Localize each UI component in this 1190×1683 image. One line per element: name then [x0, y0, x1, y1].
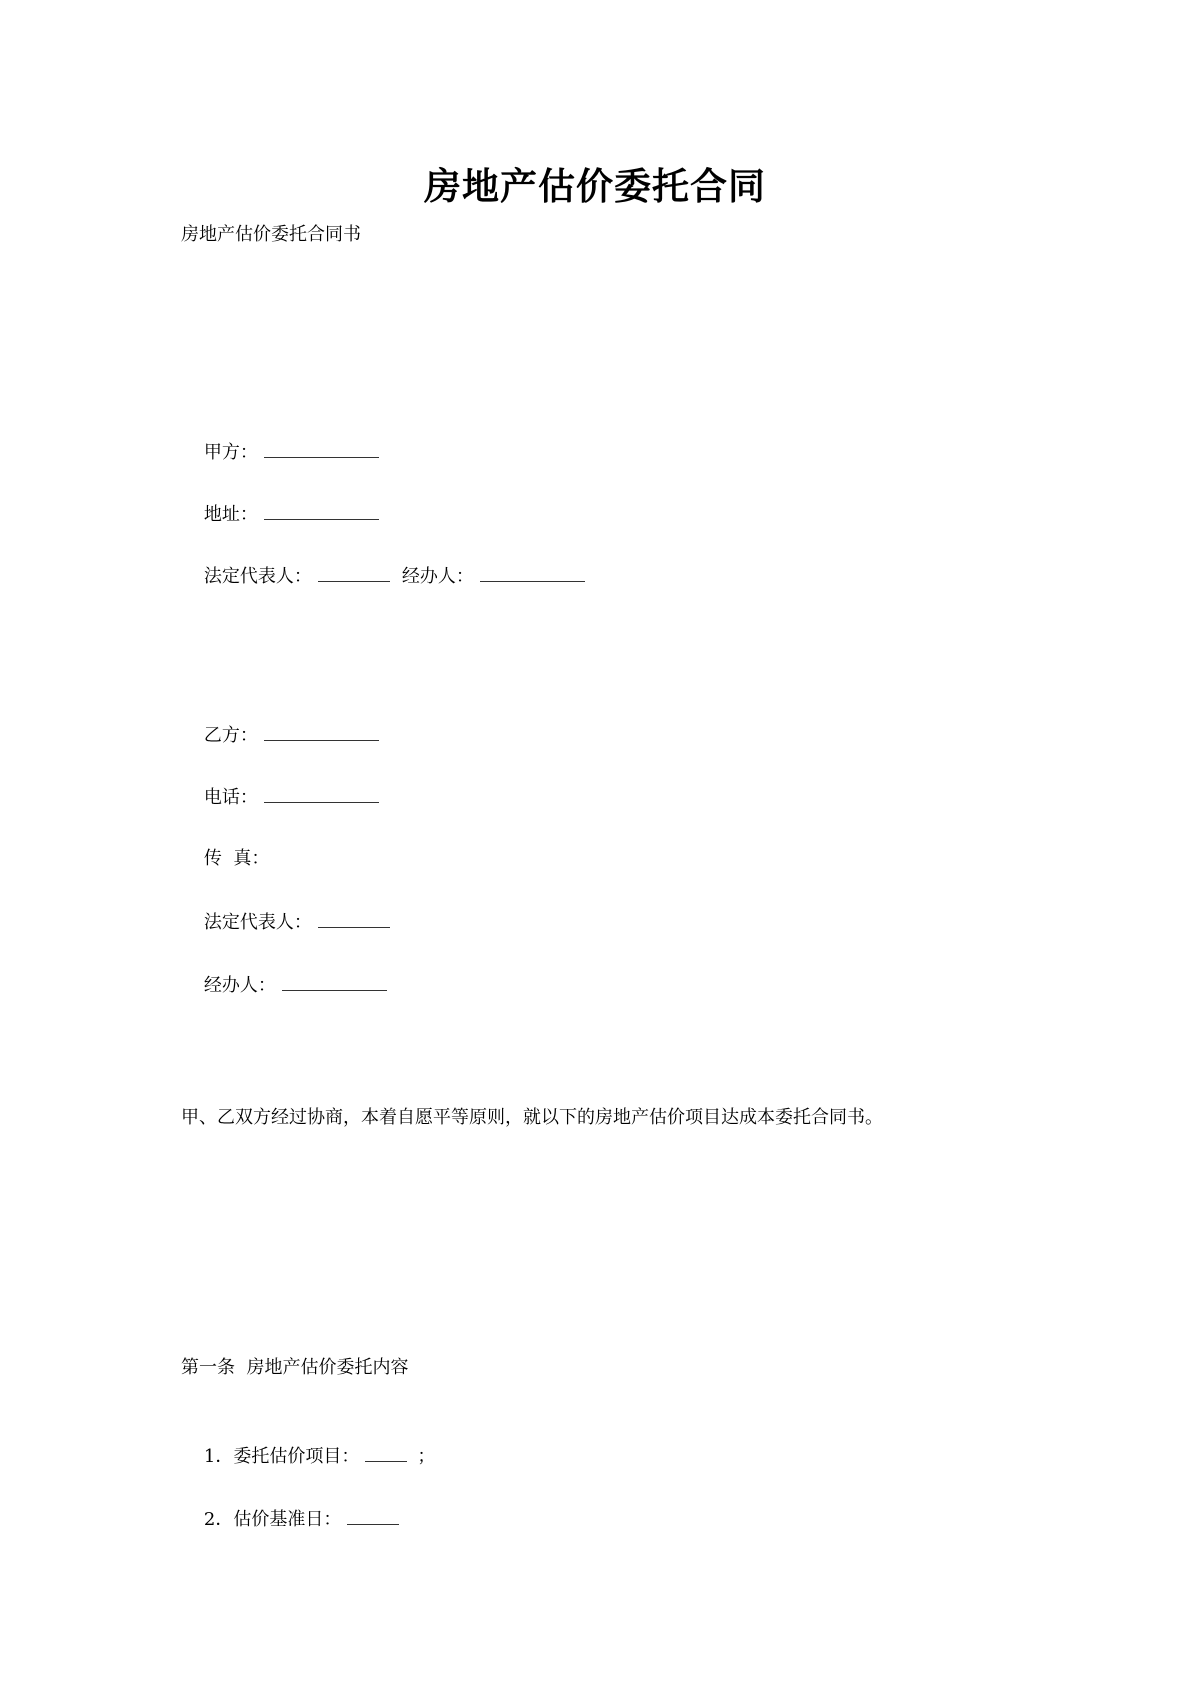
party-a-rep-line — [181, 537, 585, 616]
party-b-fax-label: 传 真： — [203, 848, 270, 869]
preamble-text: 甲、乙双方经过协商，本着自愿平等原则，就以下的房地产估价项目达成本委托合同书。 — [181, 1107, 883, 1128]
item-2-blank[interactable] — [347, 1506, 399, 1525]
document-title: 房地产估价委托合同 — [424, 165, 766, 208]
party-a-legal-rep-label: 法定代表人： — [203, 566, 312, 587]
item-1-blank[interactable] — [365, 1443, 407, 1462]
document-subtitle: 房地产估价委托合同书 — [181, 224, 361, 245]
party-b-agent-blank[interactable] — [282, 972, 387, 991]
article-1-item-2 — [181, 1480, 399, 1559]
party-a-legal-rep-blank[interactable] — [318, 563, 390, 582]
party-a-name-label: 甲方： — [203, 442, 258, 463]
party-a-address-label: 地址： — [203, 504, 258, 525]
party-b-phone-blank[interactable] — [264, 784, 379, 803]
party-b-name-label: 乙方： — [203, 725, 258, 746]
party-b-legal-rep-label: 法定代表人： — [203, 912, 312, 933]
party-a-name-blank[interactable] — [264, 439, 379, 458]
item-1-label: 1．委托估价项目： — [203, 1446, 360, 1467]
party-b-legal-rep-blank[interactable] — [318, 909, 390, 928]
item-2-label: 2．估价基准日： — [203, 1509, 342, 1530]
party-b-name-blank[interactable] — [264, 722, 379, 741]
party-b-agent-line — [181, 946, 387, 1025]
party-a-address-blank[interactable] — [264, 501, 379, 520]
party-b-agent-label: 经办人： — [203, 975, 276, 996]
party-a-agent-blank[interactable] — [480, 563, 585, 582]
article-1-heading: 第一条 房地产估价委托内容 — [181, 1357, 409, 1378]
party-b-phone-label: 电话： — [203, 787, 258, 808]
item-1-suffix: ； — [417, 1446, 436, 1467]
party-a-agent-label: 经办人： — [401, 566, 474, 587]
